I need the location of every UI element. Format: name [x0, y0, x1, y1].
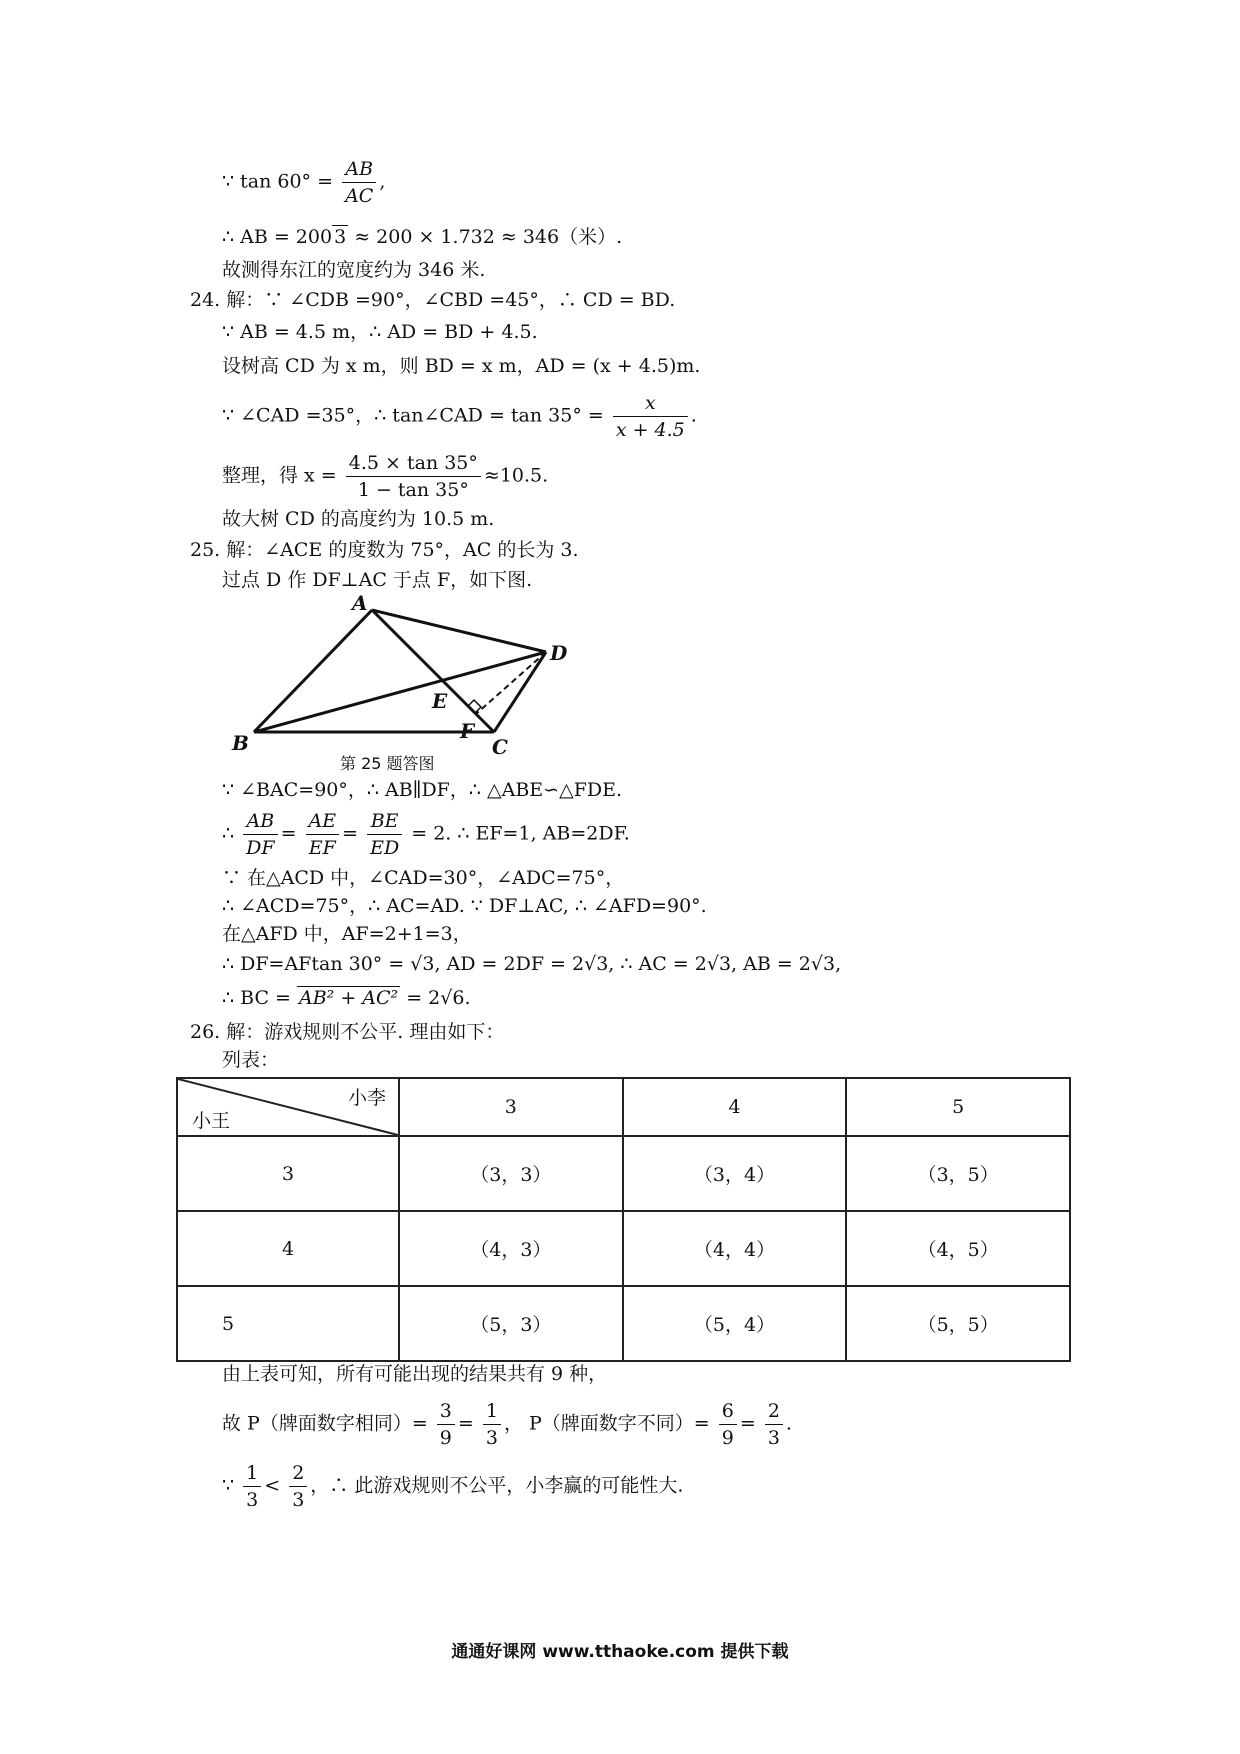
- table-cell: （4，5）: [846, 1211, 1070, 1286]
- q25-line-7: 在△AFD 中，AF=2+1=3，: [222, 923, 472, 945]
- table-cell: （3，4）: [623, 1136, 847, 1211]
- q24-line-5: 整理，得 x = $\frac{4.5 \times \tan 35^\circ}{1 - \tan 35^\circ}$ ≈10.5.: [222, 452, 549, 501]
- label-b: B: [232, 731, 249, 755]
- q25-line-6: ∴ ∠ACD=75°，∴ AC=AD. ∵ DF⊥AC, ∴ ∠AFD=90°.: [222, 895, 707, 917]
- col-header-2: 4: [623, 1078, 847, 1136]
- q24-line-1: 24. 解：∵ ∠CDB =90°，∠CBD =45°，∴ CD = BD.: [190, 289, 676, 311]
- after-line-2: 故 P（牌面数字相同）= $\frac{3}{9}$ = $\frac{1}{3}$ ， P（牌面数字不同）= $\frac{6}{9}$ = $\frac{2}{3}$ .: [222, 1400, 792, 1449]
- row-label: 3: [177, 1136, 399, 1211]
- label-c: C: [492, 735, 508, 759]
- q25-line-2: 过点 D 作 DF⊥AC 于点 F，如下图.: [222, 569, 533, 591]
- table-cell: （4，3）: [399, 1211, 623, 1286]
- outcome-table: [176, 1077, 1071, 1362]
- corner-label-bottom: 小王: [192, 1110, 231, 1132]
- line-ab-value: ∴ AB = 200 3 ≈ 200 × 1.732 ≈ 346（米）.: [222, 226, 623, 248]
- table-header-row: [177, 1078, 1070, 1136]
- after-line-1: 由上表可知，所有可能出现的结果共有 9 种，: [222, 1363, 608, 1385]
- fraction-2-3: $\frac{2}{3}$: [765, 1398, 783, 1451]
- q24-line-4: ∵ ∠CAD =35°，∴ tan∠CAD = tan 35° = $\frac{x}{x + 4.5}$ .: [222, 392, 697, 441]
- q25-line-9: ∴ BC = AB² + AC² = 2√6.: [222, 987, 471, 1009]
- fraction-2-3-compare: $\frac{2}{3}$: [289, 1460, 307, 1513]
- q24-line-6: 故大树 CD 的高度约为 10.5 m.: [222, 508, 495, 530]
- q25-line-5: ∵ 在△ACD 中，∠CAD=30°，∠ADC=75°，: [222, 867, 625, 889]
- row-label: 4: [177, 1211, 399, 1286]
- fraction-ae-ef: $\frac{AE}{EF}$: [306, 808, 340, 861]
- table-cell: （4，4）: [623, 1211, 847, 1286]
- page-footer: 通通好课网 www.tthaoke.com 提供下载: [451, 1642, 789, 1662]
- after-line-3: ∵ $\frac{1}{3}$ < $\frac{2}{3}$ ，∴ 此游戏规则不公平，小李赢的可能性大.: [222, 1462, 684, 1511]
- label-e: E: [432, 689, 448, 713]
- fraction-be-ed: $\frac{BE}{ED}$: [367, 808, 402, 861]
- tan60-expr: tan 60° =: [240, 170, 334, 193]
- table-row: [177, 1286, 1070, 1361]
- because-symbol: ∵: [222, 170, 235, 193]
- corner-label-top: 小李: [347, 1087, 386, 1109]
- q26-line-2: 列表：: [222, 1049, 280, 1071]
- table-cell: （5，4）: [623, 1286, 847, 1361]
- q25-figure-caption: 第 25 题答图: [340, 754, 435, 773]
- table-cell: （5，5）: [846, 1286, 1070, 1361]
- col-header-3: 5: [846, 1078, 1070, 1136]
- q25-line-8: ∴ DF=AFtan 30° = √3, AD = 2DF = 2√3, ∴ AC = 2√3, AB = 2√3,: [222, 953, 842, 975]
- label-f: F: [460, 719, 475, 743]
- edge-ab: [254, 610, 372, 732]
- q26-line-1: 26. 解：游戏规则不公平. 理由如下：: [190, 1021, 505, 1043]
- line-conclusion-23: 故测得东江的宽度约为 346 米.: [222, 259, 486, 281]
- q25-line-1: 25. 解：∠ACE 的度数为 75°，AC 的长为 3.: [190, 539, 579, 561]
- table-corner-cell: [177, 1078, 399, 1136]
- table-cell: （3，5）: [846, 1136, 1070, 1211]
- q24-line-3: 设树高 CD 为 x m，则 BD = x m，AD = (x + 4.5)m.: [222, 355, 701, 377]
- fraction-6-9: $\frac{6}{9}$: [719, 1398, 737, 1451]
- table-row: [177, 1136, 1070, 1211]
- line-tan60: ∵ tan 60° = $\frac{AB}{AC}$ ,: [222, 158, 386, 207]
- fraction-solve-x: $\frac{4.5 \times \tan 35^\circ}{1 - \tan 35^\circ}$: [346, 450, 481, 503]
- fraction-ab-df: $\frac{AB}{DF}$: [243, 808, 277, 861]
- sqrt-ab2-ac2: AB² + AC²: [298, 987, 399, 1009]
- q25-line-3: ∵ ∠BAC=90°，∴ AB∥DF，∴ △ABE∽△FDE.: [222, 779, 623, 801]
- label-a: A: [352, 592, 368, 615]
- table-row: [177, 1211, 1070, 1286]
- q25-figure: [228, 592, 588, 762]
- fraction-1-3: $\frac{1}{3}$: [483, 1398, 501, 1451]
- col-header-1: 3: [399, 1078, 623, 1136]
- q24-line-2: ∵ AB = 4.5 m，∴ AD = BD + 4.5.: [222, 321, 538, 343]
- fraction-x-over-x45: $\frac{x}{x + 4.5}$: [613, 390, 688, 443]
- row-label: 5: [177, 1286, 399, 1361]
- table-cell: （3，3）: [399, 1136, 623, 1211]
- fraction-ab-ac: $\frac{AB}{AC}$: [342, 156, 376, 209]
- edge-ad: [372, 610, 546, 652]
- fraction-3-9: $\frac{3}{9}$: [437, 1398, 455, 1451]
- sqrt-3: 3: [334, 226, 347, 248]
- table-cell: （5，3）: [399, 1286, 623, 1361]
- label-d: D: [550, 641, 568, 665]
- fraction-1-3-compare: $\frac{1}{3}$: [243, 1460, 261, 1513]
- q25-line-4: ∴ $\frac{AB}{DF}$ = $\frac{AE}{EF}$ = $\frac{BE}{ED}$ = 2. ∴ EF=1, AB=2DF.: [222, 810, 630, 859]
